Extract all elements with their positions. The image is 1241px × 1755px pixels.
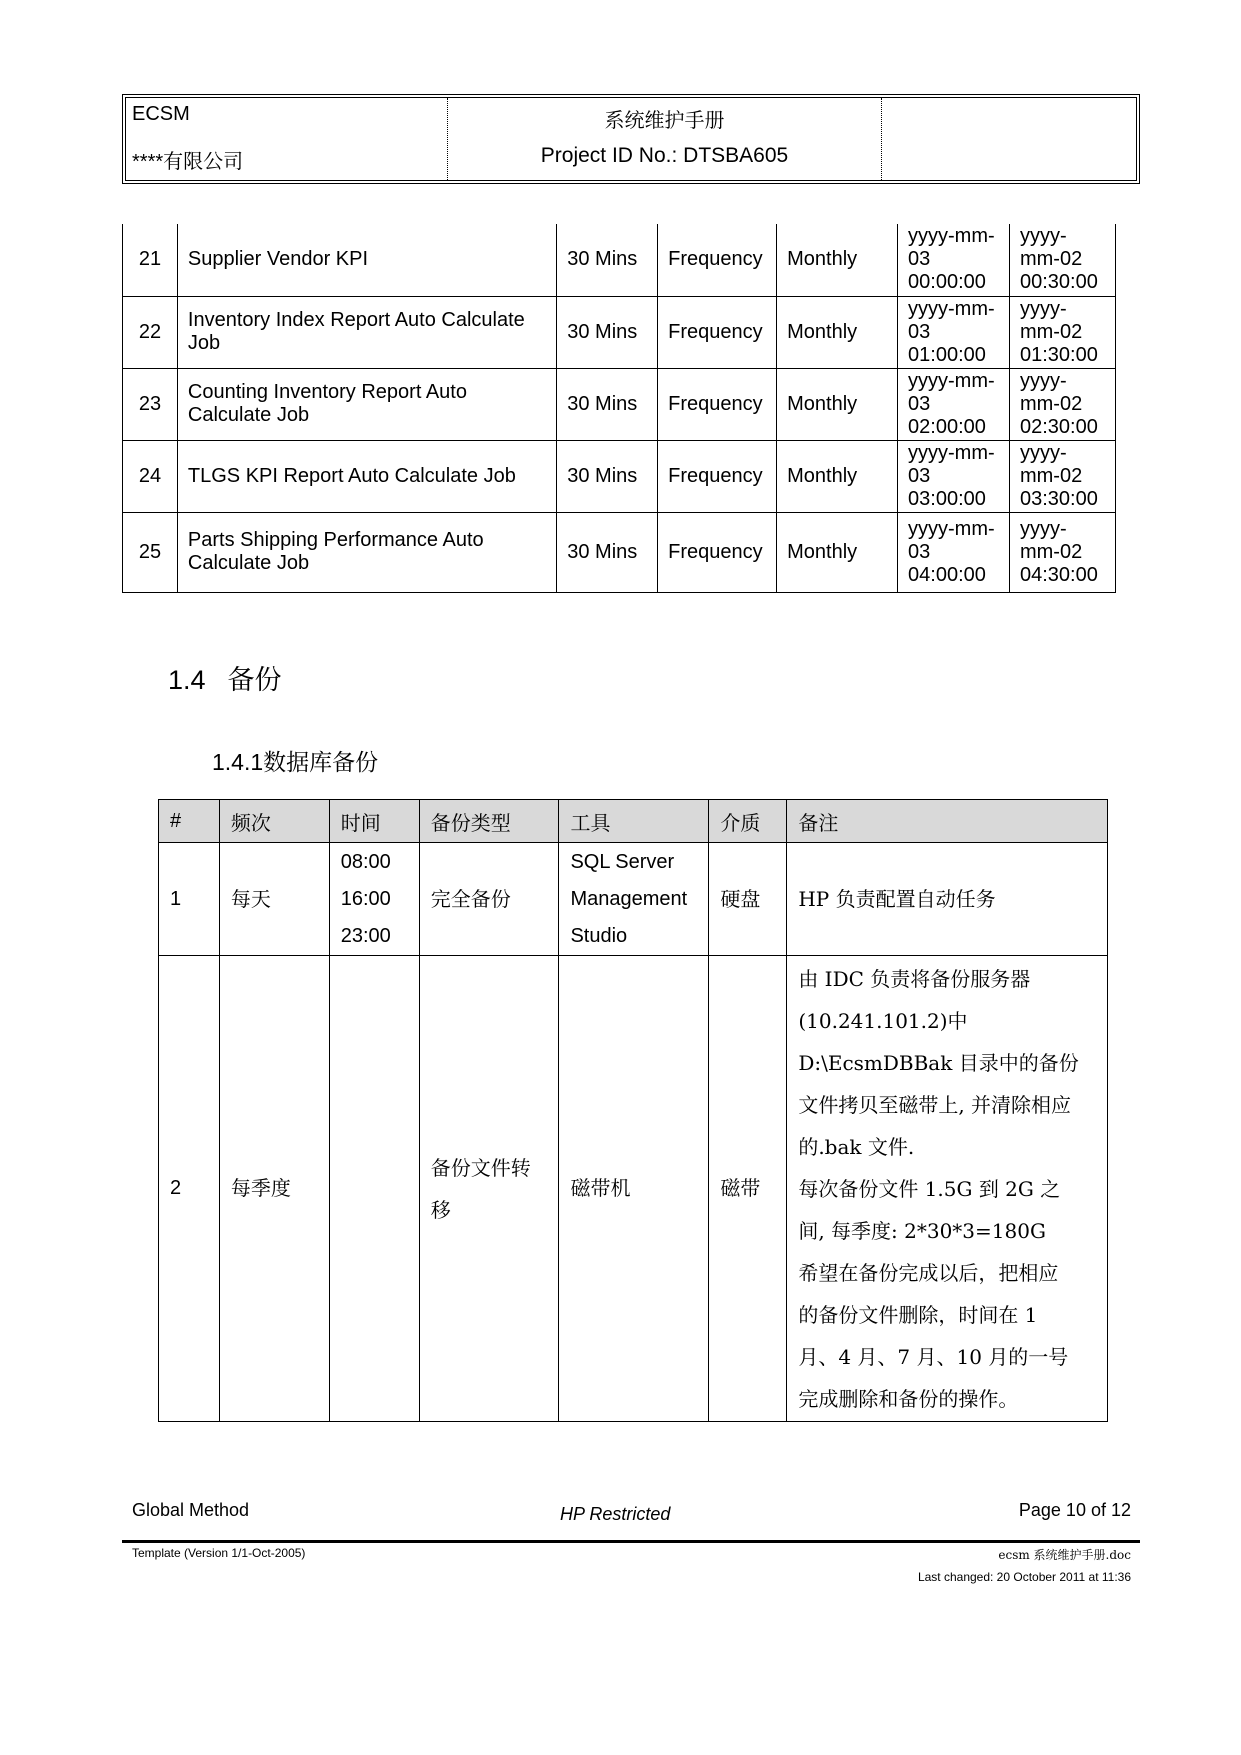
job-number: 24	[123, 440, 178, 512]
page-header	[122, 94, 1140, 184]
job-cycle: Monthly	[777, 296, 898, 368]
col-header-notes: 备注	[787, 800, 1108, 843]
backup-number: 1	[159, 843, 220, 956]
table-row	[159, 956, 1108, 1422]
table-row	[159, 843, 1108, 956]
footer-left: Global Method	[132, 1500, 250, 1520]
document-title: 系统维护手册	[604, 108, 725, 132]
job-end-time: yyyy- mm-02 02:30:00	[1009, 368, 1115, 440]
table-row	[123, 224, 1116, 296]
job-end-time: yyyy- mm-02 04:30:00	[1009, 512, 1115, 592]
backup-note: HP 负责配置自动任务	[787, 843, 1108, 956]
job-start-time: yyyy-mm- 03 03:00:00	[898, 440, 1010, 512]
backup-frequency: 每季度	[219, 956, 329, 1422]
col-header-tool: 工具	[559, 800, 709, 843]
job-cycle: Monthly	[777, 224, 898, 296]
job-start-time: yyyy-mm- 03 04:00:00	[898, 512, 1010, 592]
footer-classification: HP Restricted	[560, 1504, 671, 1524]
footer-page-number: Page 10 of 12	[1018, 1500, 1131, 1520]
col-header-frequency: 频次	[219, 800, 329, 843]
table-row	[123, 440, 1116, 512]
job-name: Supplier Vendor KPI	[177, 224, 556, 296]
table-row	[123, 512, 1116, 592]
job-start-time: yyyy-mm- 03 01:00:00	[898, 296, 1010, 368]
job-end-time: yyyy- mm-02 01:30:00	[1009, 296, 1115, 368]
footer-template: Template (Version 1/1-Oct-2005)	[132, 1546, 306, 1560]
table-row	[123, 368, 1116, 440]
col-header-media: 介质	[709, 800, 787, 843]
job-number: 23	[123, 368, 178, 440]
job-schedule-body	[123, 224, 1116, 592]
header-right-cell	[882, 98, 1136, 180]
job-cycle: Monthly	[777, 440, 898, 512]
job-type: Frequency	[658, 440, 777, 512]
footer-last-changed: Last changed: 20 October 2011 at 11:36	[917, 1570, 1131, 1584]
job-number: 22	[123, 296, 178, 368]
job-number: 21	[123, 224, 178, 296]
job-start-time: yyyy-mm- 03 00:00:00	[898, 224, 1010, 296]
footer-divider	[122, 1540, 1140, 1543]
footer-filename: ecsm 系统维护手册.doc	[998, 1548, 1131, 1562]
job-type: Frequency	[658, 512, 777, 592]
backup-time: 08:00 16:00 23:00	[329, 843, 419, 956]
backup-table	[158, 799, 1108, 1422]
job-schedule-table	[122, 224, 1116, 593]
project-name: ECSM	[132, 103, 190, 125]
backup-type: 完全备份	[419, 843, 559, 956]
job-name: Parts Shipping Performance Auto Calculate Job	[177, 512, 556, 592]
company-name: ****有限公司	[132, 151, 244, 173]
job-duration: 30 Mins	[557, 368, 658, 440]
header-left-cell	[126, 98, 448, 180]
subsection-heading: 1.4.1数据库备份	[212, 749, 379, 775]
backup-number: 2	[159, 956, 220, 1422]
backup-tool: 磁带机	[559, 956, 709, 1422]
section-number: 1.4	[168, 665, 206, 695]
job-cycle: Monthly	[777, 368, 898, 440]
section-title: 备份	[227, 665, 282, 696]
job-duration: 30 Mins	[557, 296, 658, 368]
header-center-cell	[448, 98, 882, 180]
backup-type: 备份文件转 移	[419, 956, 559, 1422]
job-name: TLGS KPI Report Auto Calculate Job	[177, 440, 556, 512]
backup-media: 硬盘	[709, 843, 787, 956]
col-header-time: 时间	[329, 800, 419, 843]
backup-frequency: 每天	[219, 843, 329, 956]
backup-header-row	[159, 800, 1108, 843]
job-duration: 30 Mins	[557, 512, 658, 592]
backup-media: 磁带	[709, 956, 787, 1422]
section-heading	[168, 658, 282, 697]
col-header-backup-type: 备份类型	[419, 800, 559, 843]
project-id: Project ID No.: DTSBA605	[540, 144, 789, 167]
job-name: Counting Inventory Report Auto Calculate Job	[177, 368, 556, 440]
job-duration: 30 Mins	[557, 224, 658, 296]
backup-tool: SQL Server Management Studio	[559, 843, 709, 956]
table-row	[123, 296, 1116, 368]
job-number: 25	[123, 512, 178, 592]
job-name: Inventory Index Report Auto Calculate Job	[177, 296, 556, 368]
job-type: Frequency	[658, 224, 777, 296]
col-header-number: #	[159, 800, 220, 843]
job-end-time: yyyy- mm-02 03:30:00	[1009, 440, 1115, 512]
job-end-time: yyyy- mm-02 00:30:00	[1009, 224, 1115, 296]
job-duration: 30 Mins	[557, 440, 658, 512]
backup-time	[329, 956, 419, 1422]
job-cycle: Monthly	[777, 512, 898, 592]
job-type: Frequency	[658, 368, 777, 440]
backup-note: 由 IDC 负责将备份服务器 (10.241.101.2)中 D:\EcsmDBBak 目录中的备份 文件拷贝至磁带上, 并清除相应 的.bak 文件. 每次备份文件 1.5G 到 2G 之 间, 每季度: 2*30*3=180G 希望在备份完成以后，把相应 的备份文件删除，时间在 1 月、4 月、7 月、10 月的一号 完成删除和备份的操作。	[787, 956, 1108, 1422]
job-type: Frequency	[658, 296, 777, 368]
job-start-time: yyyy-mm- 03 02:00:00	[898, 368, 1010, 440]
